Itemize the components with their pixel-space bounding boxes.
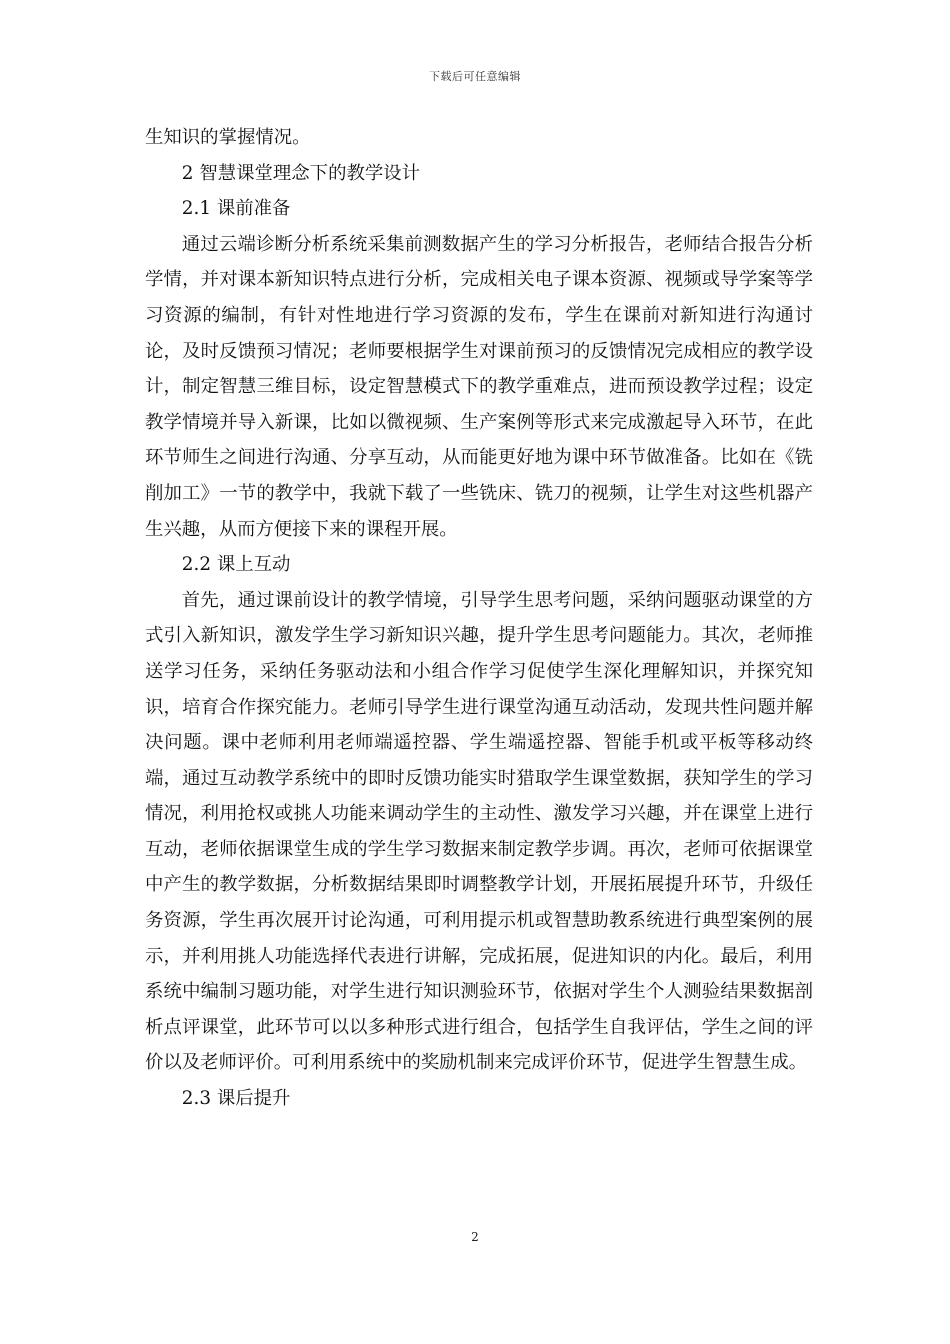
page-header: 下载后可任意编辑 — [429, 70, 521, 83]
section-heading-2-3: 2.3 课后提升 — [181, 1088, 291, 1110]
document-body — [145, 120, 813, 1117]
section-heading-2-2: 2.2 课上互动 — [181, 554, 291, 576]
paragraph-interaction: 首先，通过课前设计的教学情境，引导学生思考问题，采纳问题驱动课堂的方式引入新知识，激发学生学习新知识兴趣，提升学生思考问题能力。其次，老师推送学习任务，采纳任务驱动法和小组合作学习促使学生深化理解知识，并探究知识，培育合作探究能力。老师引导学生进行课堂沟通互动活动，发现共性问题并解决问题。课中老师利用老师端遥控器、学生端遥控器、智能手机或平板等移动终端，通过互动教学系统中的即时反馈功能实时猎取学生课堂数据，获知学生的学习情况，利用抢权或挑人功能来调动学生的主动性、激发学习兴趣，并在课堂上进行互动，老师依据课堂生成的学生学习数据来制定教学步调。再次，老师可依据课堂中产生的教学数据，分析数据结果即时调整教学计划，开展拓展提升环节，升级任务资源，学生再次展开讨论沟通，可利用提示机或智慧助教系统进行典型案例的展示，并利用挑人功能选择代表进行讲解，完成拓展，促进知识的内化。最后，利用系统中编制习题功能，对学生进行知识测验环节，依据对学生个人测验结果数据剖析点评课堂，此环节可以以多种形式进行组合，包括学生自我评估，学生之间的评价以及老师评价。可利用系统中的奖励机制来完成评价环节，促进学生智慧生成。 — [145, 589, 813, 1074]
paragraph-preparation: 通过云端诊断分析系统采集前测数据产生的学习分析报告，老师结合报告分析学情，并对课本新知识特点进行分析，完成相关电子课本资源、视频或导学案等学习资源的编制，有针对性地进行学习资源的发布，学生在课前对新知进行沟通讨论，及时反馈预习情况；老师要根据学生对课前预习的反馈情况完成相应的教学设计，制定智慧三维目标，设定智慧模式下的教学重难点，进而预设教学过程；设定教学情境并导入新课，比如以微视频、生产案例等形式来完成激起导入环节，在此环节师生之间进行沟通、分享互动，从而能更好地为课中环节做准备。比如在《铣削加工》一节的教学中，我就下载了一些铣床、铣刀的视频，让学生对这些机器产生兴趣，从而方便接下来的课程开展。 — [145, 233, 813, 540]
paragraph-continuation: 生知识的掌握情况。 — [145, 127, 311, 148]
section-heading-2-1: 2.1 课前准备 — [181, 198, 291, 220]
page-number: 2 — [471, 1230, 479, 1244]
section-heading-2: 2 智慧课堂理念下的教学设计 — [181, 162, 421, 184]
